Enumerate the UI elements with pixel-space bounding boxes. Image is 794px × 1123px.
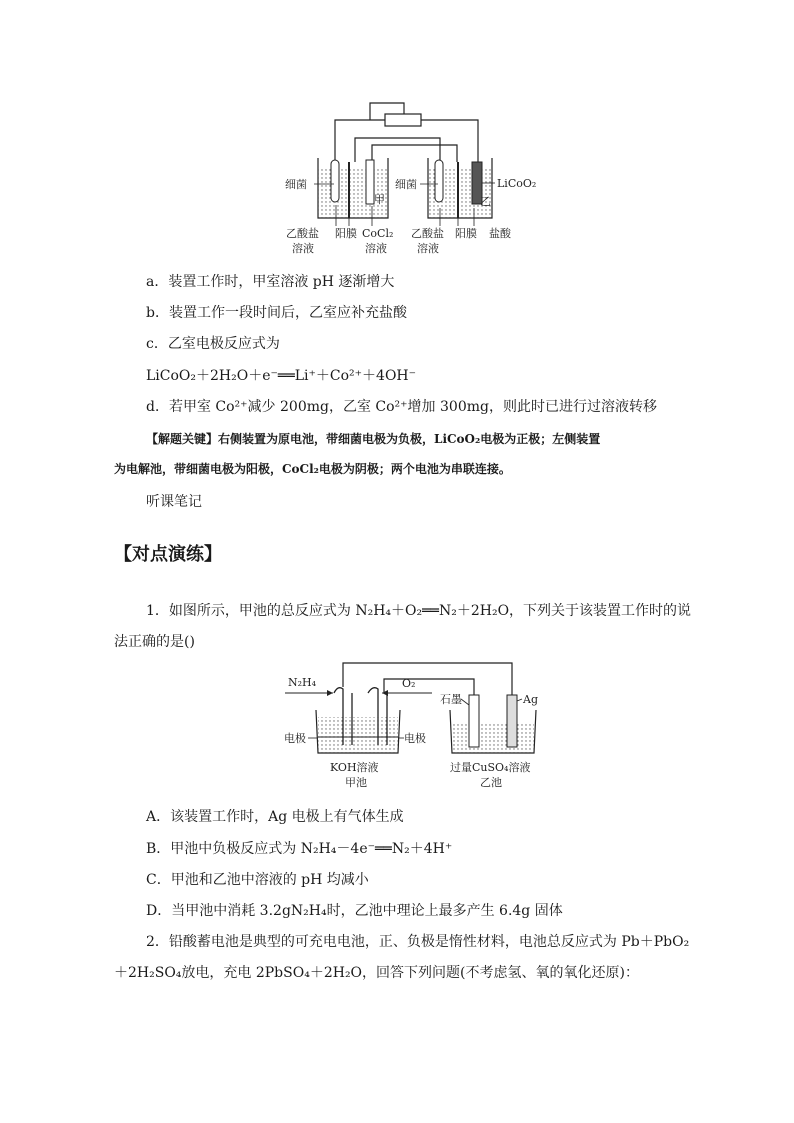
q1-option-B: B．甲池中负极反应式为 N₂H₄－4e⁻══N₂＋4H⁺	[146, 841, 453, 857]
label-koh: KOH溶液	[330, 761, 379, 774]
label-cocl2-b: 溶液	[365, 242, 387, 255]
jia-pool-beaker	[316, 688, 400, 753]
question1-line1: 1．如图所示，甲池的总反应式为 N₂H₄＋O₂══N₂＋2H₂O，下列关于该装置工作时的说	[146, 603, 692, 619]
question1-line2: 法正确的是()	[114, 634, 195, 650]
label-n2h4: N₂H₄	[288, 676, 317, 689]
label-electrode-left: 电极	[284, 732, 306, 745]
label-yi-pool: 乙池	[480, 776, 502, 789]
label-cocl2-a: CoCl₂	[362, 227, 394, 240]
label-graphite: 石墨	[440, 693, 462, 706]
q1-option-D: D．当甲池中消耗 3.2gN₂H₄时，乙池中理论上最多产生 6.4g 固体	[146, 903, 563, 919]
option-b: b．装置工作一段时间后，乙室应补充盐酸	[146, 305, 407, 321]
label-bacteria-left: 细菌	[285, 178, 307, 191]
section-title: 【对点演练】	[114, 544, 222, 565]
rheostat	[385, 114, 421, 126]
label-jia-pool: 甲池	[345, 776, 367, 789]
option-c: c．乙室电极反应式为	[146, 336, 280, 352]
option-c-equation: LiCoO₂＋2H₂O＋e⁻══Li⁺＋Co²⁺＋4OH⁻	[146, 368, 417, 384]
label-yi-chamber: 乙	[480, 195, 491, 208]
label-electrode-right: 电极	[404, 732, 426, 745]
label-licoo2: LiCoO₂	[497, 177, 537, 190]
question2-line2: ＋2H₂SO₄放电，充电 2PbSO₄＋2H₂O，回答下列问题(不考虑氢、氧的氧化还原)：	[114, 965, 639, 981]
lecture-notes: 听课笔记	[146, 494, 202, 510]
right-galvanic-cell	[428, 158, 492, 218]
left-electrolytic-cell	[318, 158, 388, 218]
circuit-wires	[335, 103, 478, 162]
label-acetate-2a: 乙酸盐	[411, 227, 444, 240]
label-hcl: 盐酸	[489, 227, 511, 240]
label-o2: O₂	[402, 677, 416, 690]
label-acetate-1a: 乙酸盐	[286, 227, 319, 240]
label-membrane-2: 阳膜	[455, 227, 477, 240]
label-ag: Ag	[523, 693, 538, 706]
q1-option-C: C．甲池和乙池中溶液的 pH 均减小	[146, 872, 369, 888]
option-d: d．若甲室 Co²⁺减少 200mg，乙室 Co²⁺增加 300mg，则此时已进行过溶液转移	[146, 399, 657, 415]
label-acetate-2b: 溶液	[417, 242, 439, 255]
figure-electrolysis-battery	[0, 0, 794, 270]
key-point-line1: 【解题关键】右侧装置为原电池，带细菌电极为负极，LiCoO₂电极为正极；左侧装置	[146, 432, 601, 446]
label-cuso4: 过量CuSO₄溶液	[450, 761, 531, 774]
question2-line1: 2．铅酸蓄电池是典型的可充电电池，正、负极是惰性材料，电池总反应式为 Pb＋PbO₂	[146, 934, 690, 950]
label-jia-chamber: 甲	[374, 193, 385, 206]
label-membrane-1: 阳膜	[335, 227, 357, 240]
key-point-line2: 为电解池，带细菌电极为阳极，CoCl₂电极为阴极；两个电池为串联连接。	[114, 462, 511, 476]
figure-fuel-cell-electrolysis	[0, 655, 794, 795]
label-bacteria-right: 细菌	[395, 178, 417, 191]
q1-option-A: A．该装置工作时，Ag 电极上有气体生成	[146, 809, 404, 825]
option-a: a．装置工作时，甲室溶液 pH 逐渐增大	[146, 274, 395, 290]
label-acetate-1b: 溶液	[292, 242, 314, 255]
